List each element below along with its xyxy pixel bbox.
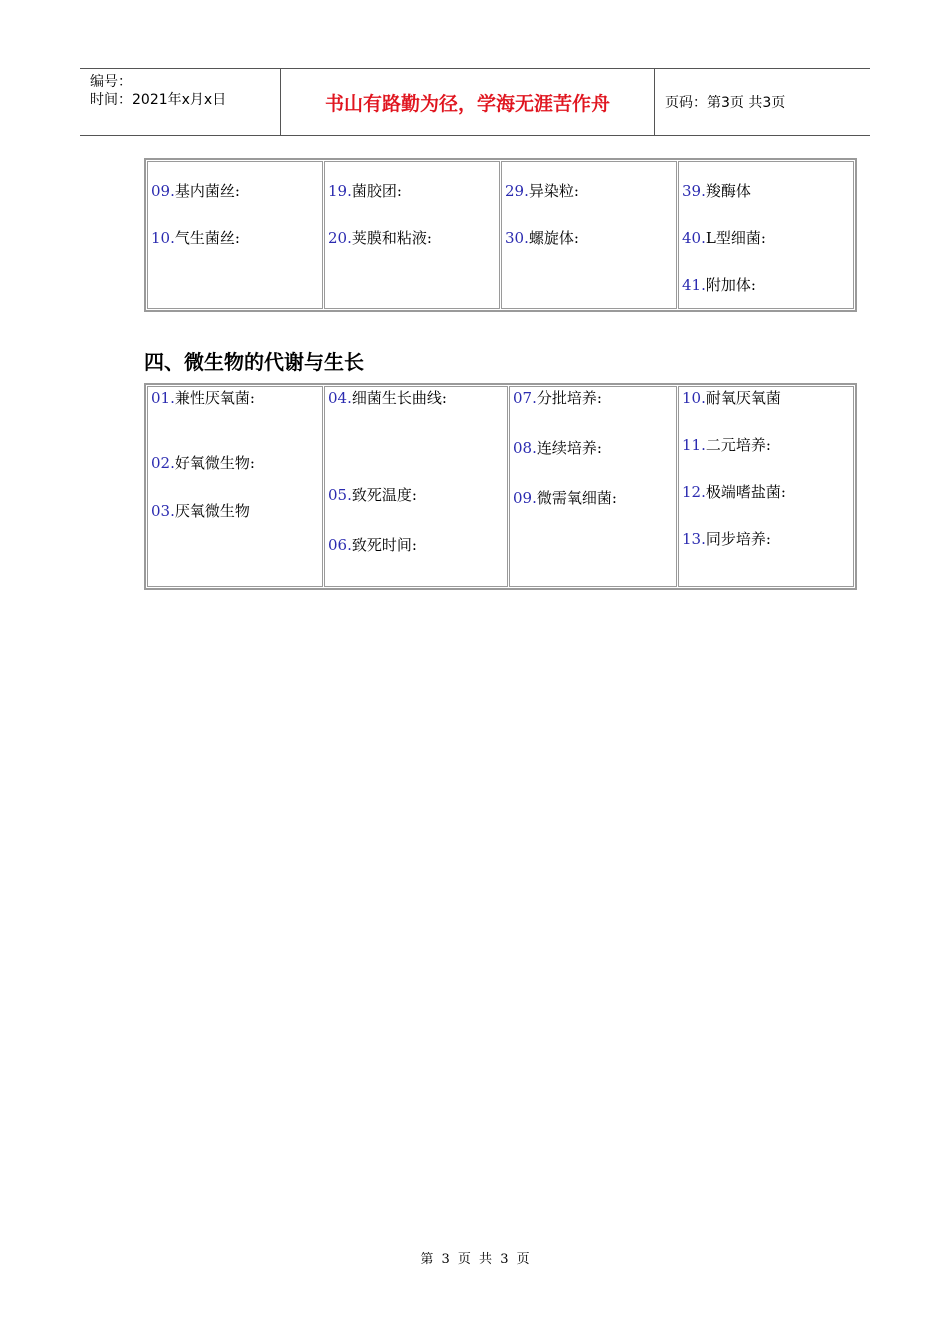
terms-column-4 bbox=[678, 161, 854, 309]
term-entry: 41.附加体: bbox=[682, 276, 756, 294]
header-motto: 书山有路勤为径，学海无涯苦作舟 bbox=[281, 69, 655, 135]
term-entry: 09.微需氧细菌: bbox=[513, 489, 617, 507]
terms-column-2 bbox=[324, 161, 500, 309]
terms-table-2 bbox=[144, 383, 857, 590]
term-entry: 04.细菌生长曲线: bbox=[328, 389, 447, 407]
terms-column-4 bbox=[678, 386, 854, 587]
terms-column-2 bbox=[324, 386, 508, 587]
page-footer: 第 3 页 共 3 页 bbox=[420, 1252, 530, 1267]
term-entry: 01.兼性厌氧菌: bbox=[151, 389, 255, 407]
term-entry: 20.荚膜和粘液: bbox=[328, 229, 432, 247]
term-entry: 03.厌氧微生物 bbox=[151, 502, 250, 520]
term-entry: 06.致死时间: bbox=[328, 536, 417, 554]
term-entry: 30.螺旋体: bbox=[505, 229, 579, 247]
term-entry: 05.致死温度: bbox=[328, 486, 417, 504]
terms-table-1 bbox=[144, 158, 857, 312]
header-page-info: 页码：第3页 共3页 bbox=[665, 95, 786, 111]
terms-column-3 bbox=[501, 161, 677, 309]
terms-column-3 bbox=[509, 386, 677, 587]
term-entry: 40.L型细菌: bbox=[682, 229, 766, 247]
term-entry: 10.耐氧厌氧菌 bbox=[682, 389, 781, 407]
term-entry: 19.菌胶团: bbox=[328, 182, 402, 200]
term-entry: 08.连续培养: bbox=[513, 439, 602, 457]
term-entry: 02.好氧微生物: bbox=[151, 454, 255, 472]
term-entry: 10.气生菌丝: bbox=[151, 229, 240, 247]
term-entry: 09.基内菌丝: bbox=[151, 182, 240, 200]
term-entry: 13.同步培养: bbox=[682, 530, 771, 548]
term-entry: 29.异染粒: bbox=[505, 182, 579, 200]
page-header bbox=[80, 68, 870, 136]
terms-column-1 bbox=[147, 161, 323, 309]
term-entry: 39.羧酶体 bbox=[682, 182, 751, 200]
section-title: 四、微生物的代谢与生长 bbox=[144, 350, 364, 374]
term-entry: 07.分批培养: bbox=[513, 389, 602, 407]
term-entry: 12.极端嗜盐菌: bbox=[682, 483, 786, 501]
term-entry: 11.二元培养: bbox=[682, 436, 771, 454]
terms-column-1 bbox=[147, 386, 323, 587]
date-label: 时间：2021年x月x日 bbox=[90, 92, 227, 108]
header-meta bbox=[80, 69, 281, 135]
number-label: 编号： bbox=[90, 74, 132, 90]
